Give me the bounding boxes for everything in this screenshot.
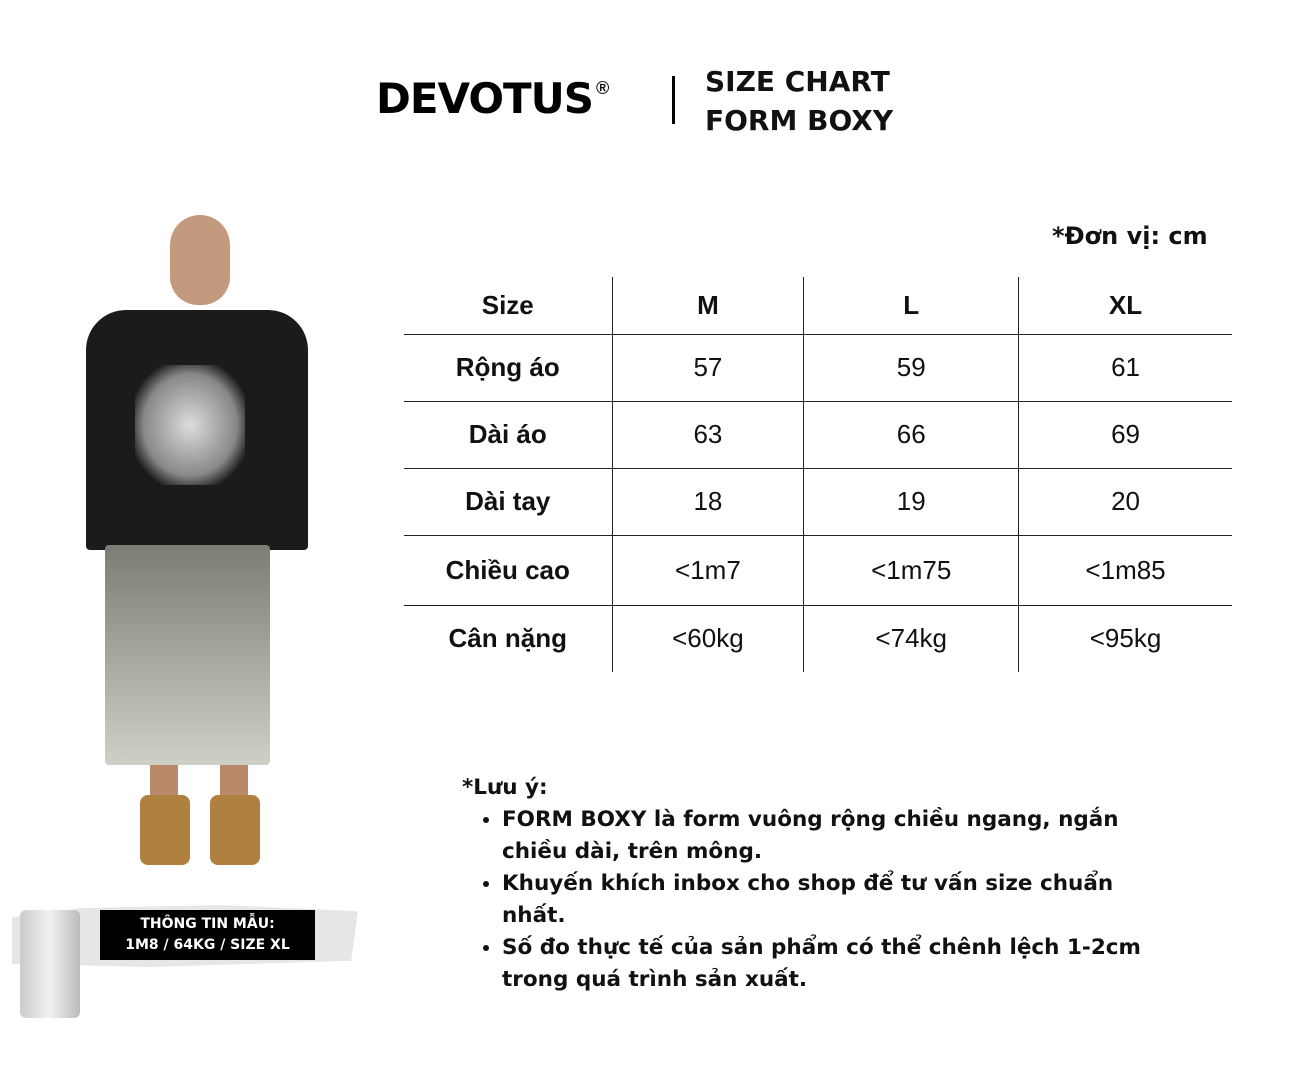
table-row bbox=[404, 468, 1232, 535]
note-item: • FORM BOXY là form vuông rộng chiều ngang, ngắn chiều dài, trên mông. bbox=[502, 804, 1182, 868]
row-label: Rộng áo bbox=[404, 334, 612, 401]
model-boot bbox=[210, 795, 260, 865]
cell: 57 bbox=[612, 334, 804, 401]
table-row bbox=[404, 535, 1232, 605]
note-item: • Số đo thực tế của sản phẩm có thể chênh lệch 1-2cm trong quá trình sản xuất. bbox=[502, 932, 1182, 996]
header-cell: Size bbox=[404, 277, 612, 334]
model-info-tag bbox=[100, 910, 315, 960]
note-item: • Khuyến khích inbox cho shop để tư vấn size chuẩn nhất. bbox=[502, 868, 1182, 932]
row-label: Cân nặng bbox=[448, 623, 567, 654]
cell: 61 bbox=[1019, 334, 1232, 401]
cell: 69 bbox=[1019, 401, 1232, 468]
page-title bbox=[705, 62, 893, 140]
header-cell: L bbox=[804, 277, 1019, 334]
cell: 66 bbox=[804, 401, 1019, 468]
table-row bbox=[404, 605, 1232, 672]
cell: <60kg bbox=[612, 605, 804, 672]
model-photo bbox=[80, 210, 320, 875]
table-row bbox=[404, 401, 1232, 468]
notes-section bbox=[462, 772, 1182, 996]
cell: 59 bbox=[804, 334, 1019, 401]
cell: 63 bbox=[612, 401, 804, 468]
paper-roll-graphic bbox=[20, 910, 80, 1018]
brand-block bbox=[376, 76, 609, 122]
shirt-print bbox=[135, 365, 245, 485]
size-table bbox=[404, 277, 1232, 672]
model-info-line-2: 1M8 / 64KG / SIZE XL bbox=[125, 937, 290, 953]
header-cell: M bbox=[612, 277, 804, 334]
brand-logo: DEVOTUS bbox=[376, 74, 594, 123]
cell: 20 bbox=[1019, 468, 1232, 535]
table-header-row bbox=[404, 277, 1232, 334]
header-cell: XL bbox=[1019, 277, 1232, 334]
unit-label: *Đơn vị: cm bbox=[1052, 222, 1208, 250]
model-shorts bbox=[105, 545, 270, 765]
cell: <74kg bbox=[804, 605, 1019, 672]
notes-title: *Lưu ý: bbox=[462, 775, 548, 800]
cell: 18 bbox=[612, 468, 804, 535]
cell: <95kg bbox=[1019, 605, 1232, 672]
row-label: Dài tay bbox=[404, 468, 612, 535]
cell: <1m7 bbox=[612, 535, 804, 605]
table-row bbox=[404, 334, 1232, 401]
model-info-line-1: THÔNG TIN MẪU: bbox=[140, 916, 275, 932]
cell: <1m85 bbox=[1019, 535, 1232, 605]
header-divider bbox=[672, 76, 675, 124]
cell: <1m75 bbox=[804, 535, 1019, 605]
title-line-1: SIZE CHART bbox=[705, 65, 890, 98]
row-label: Chiều cao bbox=[404, 535, 612, 605]
model-head bbox=[170, 215, 230, 305]
registered-mark: ® bbox=[596, 78, 610, 98]
title-line-2: FORM BOXY bbox=[705, 104, 894, 137]
cell: 19 bbox=[804, 468, 1019, 535]
row-label: Dài áo bbox=[404, 401, 612, 468]
model-boot bbox=[140, 795, 190, 865]
